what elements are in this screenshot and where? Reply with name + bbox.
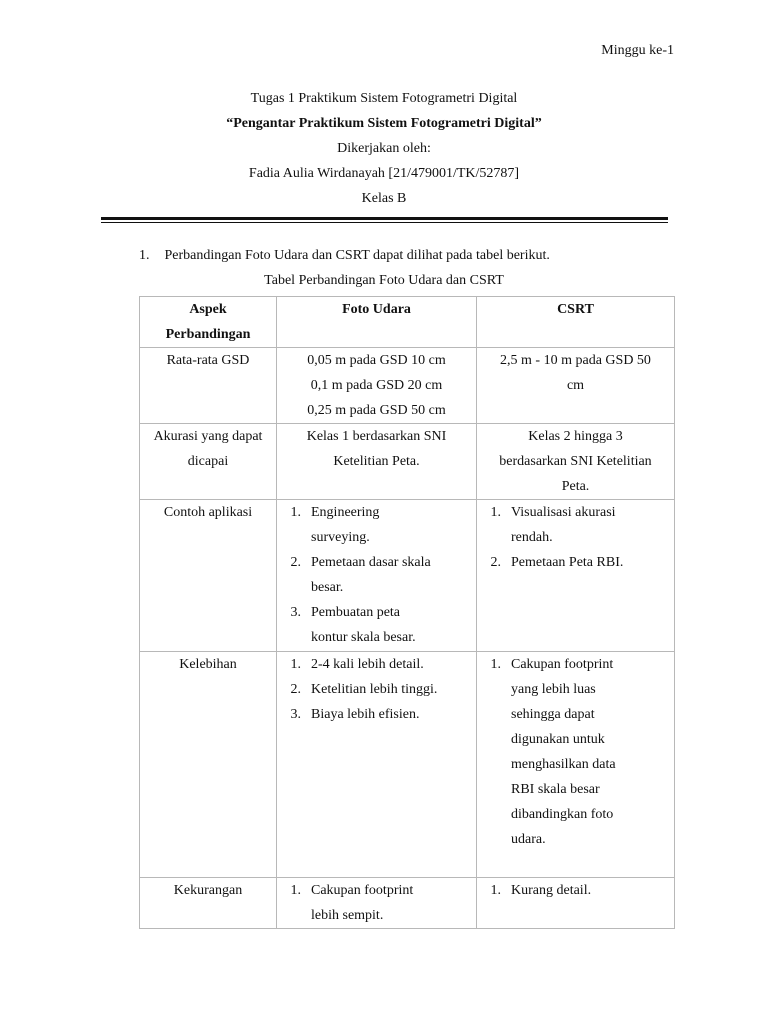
table-row bbox=[140, 500, 675, 652]
list-line: digunakan untuk bbox=[511, 732, 605, 747]
list-text bbox=[511, 652, 668, 852]
list-line: lebih sempit. bbox=[311, 908, 384, 923]
list-line: Pemetaan Peta RBI. bbox=[511, 555, 624, 570]
intro-paragraph bbox=[139, 244, 550, 268]
list-text bbox=[511, 550, 668, 575]
list-line: surveying. bbox=[311, 530, 370, 545]
list-line: yang lebih luas bbox=[511, 682, 596, 697]
list-line: udara. bbox=[511, 832, 546, 847]
list-text bbox=[511, 500, 668, 550]
list-text bbox=[311, 878, 470, 928]
foto-udara-cell bbox=[277, 348, 477, 424]
gsd-line: 0,1 m pada GSD 20 cm bbox=[310, 378, 443, 393]
list-item bbox=[483, 500, 668, 550]
header-divider-thin bbox=[101, 222, 668, 223]
aspect-cell: Contoh aplikasi bbox=[140, 500, 277, 652]
numbered-list bbox=[483, 500, 668, 575]
class-label: Kelas B bbox=[361, 191, 407, 206]
aspect-cell: Kelebihan bbox=[140, 652, 277, 878]
csrt-gsd-line: cm bbox=[566, 378, 585, 393]
foto-udara-cell bbox=[277, 652, 477, 878]
aspect-line: dicapai bbox=[187, 454, 229, 469]
author-name: Fadia Aulia Wirdanayah [21/479001/TK/52787] bbox=[248, 166, 520, 181]
list-text: Kurang detail. bbox=[511, 883, 592, 898]
list-item bbox=[283, 702, 470, 727]
csrt-cell bbox=[477, 652, 675, 878]
table-caption: Tabel Perbandingan Foto Udara dan CSRT bbox=[264, 273, 504, 288]
numbered-list bbox=[283, 878, 470, 928]
list-line: sehingga dapat bbox=[511, 707, 595, 722]
intro-text: Perbandingan Foto Udara dan CSRT dapat dilihat pada tabel berikut. bbox=[164, 248, 550, 263]
list-item bbox=[483, 652, 668, 852]
list-number: 1. bbox=[290, 883, 301, 898]
csrt-cell bbox=[477, 348, 675, 424]
header-aspect bbox=[140, 297, 277, 348]
list-item bbox=[283, 652, 470, 677]
list-number: 3. bbox=[290, 707, 301, 722]
list-item bbox=[283, 878, 470, 928]
author-label: Dikerjakan oleh: bbox=[337, 141, 431, 156]
intro-number: 1. bbox=[139, 248, 150, 263]
accuracy-line: Kelas 2 hingga 3 bbox=[528, 429, 623, 444]
list-number: 1. bbox=[490, 883, 501, 898]
list-line: besar. bbox=[311, 580, 344, 595]
foto-udara-cell bbox=[277, 500, 477, 652]
list-line: Pembuatan peta bbox=[311, 605, 401, 620]
list-number: 2. bbox=[490, 555, 501, 570]
list-line: Visualisasi akurasi bbox=[511, 505, 616, 520]
csrt-cell bbox=[477, 500, 675, 652]
aspect-line: Akurasi yang dapat bbox=[153, 429, 263, 444]
table-row bbox=[140, 878, 675, 929]
gsd-line: 0,05 m pada GSD 10 cm bbox=[307, 353, 446, 368]
csrt-cell bbox=[477, 424, 675, 500]
list-line: Cakupan footprint bbox=[511, 657, 614, 672]
aspect-cell: Rata-rata GSD bbox=[140, 348, 277, 424]
list-line: Cakupan footprint bbox=[311, 883, 414, 898]
csrt-cell bbox=[477, 878, 675, 929]
numbered-list bbox=[283, 652, 470, 727]
accuracy-line: Ketelitian Peta. bbox=[333, 454, 420, 469]
list-line: Pemetaan dasar skala bbox=[311, 555, 431, 570]
list-item bbox=[483, 550, 668, 575]
document-title: “Pengantar Praktikum Sistem Fotogrametri Digital” bbox=[226, 116, 542, 131]
aspect-cell: Kekurangan bbox=[140, 878, 277, 929]
list-line: RBI skala besar bbox=[511, 782, 600, 797]
assignment-title: Tugas 1 Praktikum Sistem Fotogrametri Digital bbox=[250, 91, 518, 106]
list-line: kontur skala besar. bbox=[311, 630, 416, 645]
list-number: 1. bbox=[490, 505, 501, 520]
accuracy-line: berdasarkan SNI Ketelitian bbox=[499, 454, 652, 469]
list-text: Biaya lebih efisien. bbox=[311, 707, 420, 722]
accuracy-line: Peta. bbox=[561, 479, 590, 494]
list-line: menghasilkan data bbox=[511, 757, 616, 772]
header-aspect-line1: Aspek bbox=[189, 302, 227, 317]
numbered-list bbox=[483, 652, 668, 852]
comparison-table bbox=[139, 296, 675, 929]
list-number: 1. bbox=[490, 657, 501, 672]
table-row bbox=[140, 652, 675, 878]
list-item bbox=[483, 878, 668, 903]
list-item bbox=[283, 550, 470, 600]
foto-udara-cell bbox=[277, 424, 477, 500]
gsd-line: 0,25 m pada GSD 50 cm bbox=[307, 403, 446, 418]
numbered-list bbox=[283, 500, 470, 650]
header-divider-thick bbox=[101, 217, 668, 220]
header-aspect-line2: Perbandingan bbox=[165, 327, 251, 342]
header-foto-udara: Foto Udara bbox=[277, 297, 477, 348]
title-block bbox=[0, 86, 768, 211]
csrt-gsd-line: 2,5 m - 10 m pada GSD 50 bbox=[500, 353, 651, 368]
week-label: Minggu ke-1 bbox=[601, 43, 674, 58]
list-text bbox=[311, 600, 470, 650]
list-text: 2-4 kali lebih detail. bbox=[311, 657, 424, 672]
list-item bbox=[283, 600, 470, 650]
list-line: rendah. bbox=[511, 530, 553, 545]
list-number: 1. bbox=[290, 505, 301, 520]
list-text bbox=[311, 550, 470, 600]
foto-udara-cell bbox=[277, 878, 477, 929]
table-header-row bbox=[140, 297, 675, 348]
list-number: 1. bbox=[290, 657, 301, 672]
list-text bbox=[311, 500, 470, 550]
numbered-list bbox=[483, 878, 668, 903]
header-csrt: CSRT bbox=[477, 297, 675, 348]
list-item bbox=[283, 677, 470, 702]
list-line: Engineering bbox=[311, 505, 380, 520]
table-row bbox=[140, 424, 675, 500]
accuracy-line: Kelas 1 berdasarkan SNI bbox=[306, 429, 447, 444]
aspect-cell bbox=[140, 424, 277, 500]
list-line: dibandingkan foto bbox=[511, 807, 614, 822]
list-number: 2. bbox=[290, 555, 301, 570]
list-text: Ketelitian lebih tinggi. bbox=[311, 682, 438, 697]
list-number: 2. bbox=[290, 682, 301, 697]
table-row bbox=[140, 348, 675, 424]
list-item bbox=[283, 500, 470, 550]
list-number: 3. bbox=[290, 605, 301, 620]
